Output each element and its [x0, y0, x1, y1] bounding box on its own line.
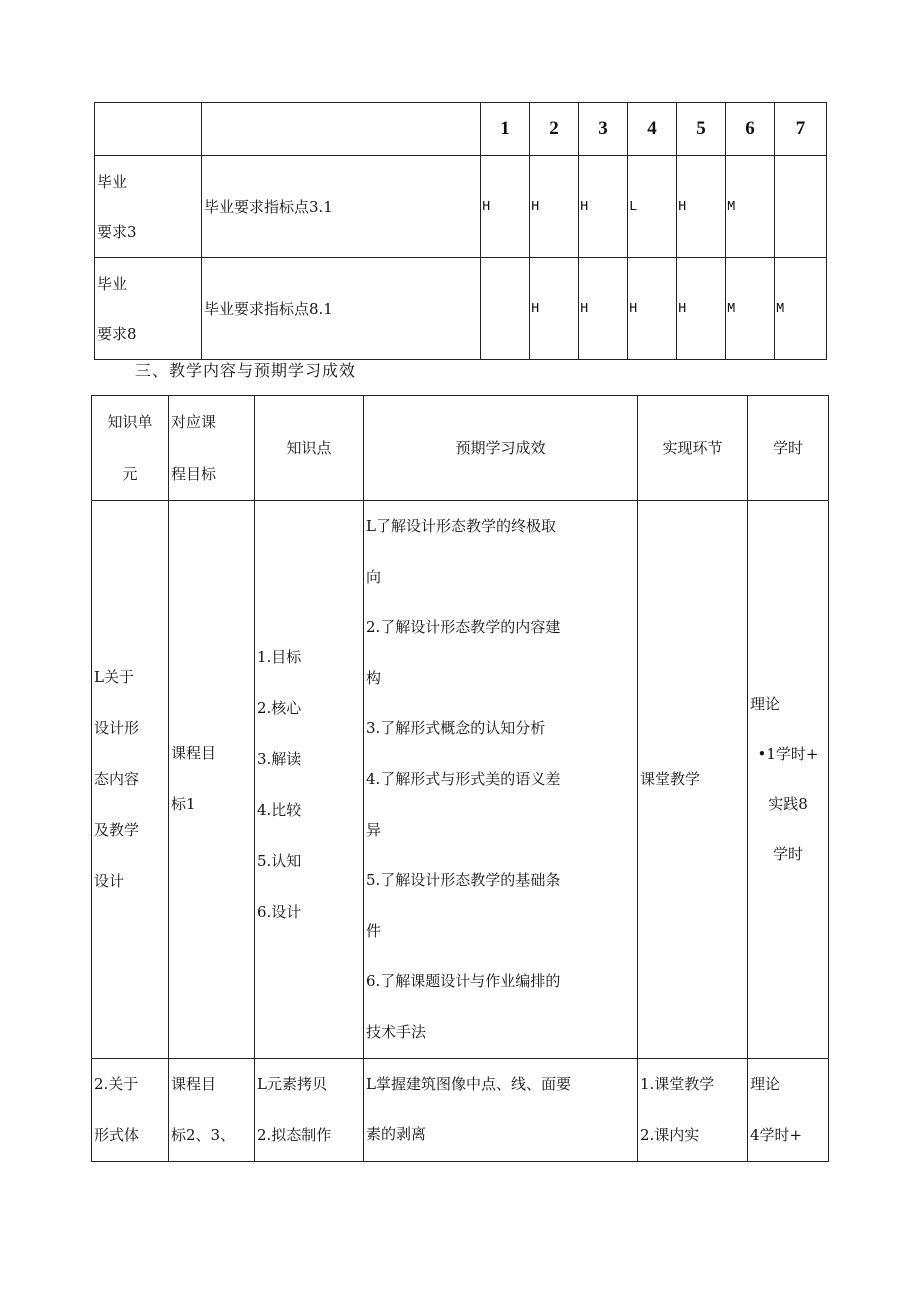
- requirement-cell: [95, 258, 202, 360]
- mark-cell: H: [628, 258, 677, 360]
- header-outcomes: 预期学习成效: [364, 396, 638, 501]
- mark-cell: M: [726, 258, 775, 360]
- outcome-line: 向: [366, 567, 382, 586]
- matrix-col-header: 5: [677, 103, 726, 156]
- objective-text: 标1: [171, 795, 196, 814]
- outcome-line: 异: [366, 820, 382, 839]
- matrix-col-header: 1: [481, 103, 530, 156]
- point-item: 2.拟态制作: [257, 1125, 332, 1144]
- unit-text: 形式体: [94, 1125, 140, 1144]
- mark-cell: H: [530, 258, 579, 360]
- unit-text: 设计形: [94, 718, 140, 737]
- point-item: 4.比较: [257, 801, 302, 820]
- unit-cell: [92, 1058, 169, 1161]
- outcome-line: 件: [366, 921, 382, 940]
- unit-text: 态内容: [94, 769, 140, 788]
- header-objective: [169, 396, 255, 501]
- method-cell: 课堂教学: [638, 501, 748, 1059]
- matrix-col-header: 3: [579, 103, 628, 156]
- outcome-line: L掌握建筑图像中点、线、面要: [366, 1074, 571, 1093]
- method-cell: [638, 1058, 748, 1161]
- header-text: 知识单: [107, 413, 153, 431]
- outcome-line: 技术手法: [366, 1022, 427, 1041]
- hours-text: •1学时+: [757, 745, 819, 764]
- objective-cell: [169, 501, 255, 1059]
- matrix-col-header: 4: [628, 103, 677, 156]
- matrix-col-header: 7: [775, 103, 827, 156]
- hours-text: 理论: [750, 695, 781, 714]
- unit-text: 设计: [94, 871, 125, 890]
- mark-cell: H: [677, 156, 726, 258]
- point-item: L元素拷贝: [257, 1074, 327, 1093]
- point-item: 1.目标: [257, 648, 302, 667]
- mark-cell: H: [530, 156, 579, 258]
- hours-text: 理论: [750, 1074, 781, 1093]
- unit-text: L关于: [94, 667, 134, 686]
- method-text: 1.课堂教学: [640, 1074, 715, 1093]
- header-hours: 学时: [748, 396, 829, 501]
- mark-cell: L: [628, 156, 677, 258]
- header-method: 实现环节: [638, 396, 748, 501]
- outcome-line: 6.了解课题设计与作业编排的: [366, 972, 561, 991]
- matrix-header-blank: [95, 103, 202, 156]
- mark-cell: [775, 156, 827, 258]
- point-item: 3.解读: [257, 750, 302, 769]
- hours-text: 学时: [772, 845, 803, 864]
- requirement-cell: [95, 156, 202, 258]
- point-item: 5.认知: [257, 852, 302, 871]
- matrix-col-header: 2: [530, 103, 579, 156]
- section-title: 三、教学内容与预期学习成效: [135, 361, 357, 380]
- hours-cell: [748, 1058, 829, 1161]
- mark-cell: H: [579, 258, 628, 360]
- hours-cell: [748, 501, 829, 1059]
- objective-text: 课程目: [171, 1074, 217, 1093]
- outcome-line: 5.了解设计形态教学的基础条: [366, 871, 561, 890]
- requirement-label: 要求8: [97, 324, 137, 343]
- point-item: 6.设计: [257, 903, 302, 922]
- requirement-label: 毕业: [97, 172, 128, 191]
- mark-cell: [481, 258, 530, 360]
- matrix-col-header: 6: [726, 103, 775, 156]
- outcomes-cell: [364, 1058, 638, 1161]
- objective-text: 课程目: [171, 744, 217, 763]
- points-cell: [255, 1058, 364, 1161]
- outcome-line: 3.了解形式概念的认知分析: [366, 719, 546, 738]
- outcome-line: 素的剥离: [366, 1125, 427, 1144]
- hours-text: 实践8: [768, 795, 808, 814]
- content-header-row: [92, 396, 829, 501]
- outcomes-cell: [364, 501, 638, 1059]
- header-unit: [92, 396, 169, 501]
- unit-text: 2.关于: [94, 1074, 139, 1093]
- content-row: [92, 501, 829, 1059]
- objective-text: 标2、3、: [171, 1125, 236, 1144]
- objective-cell: [169, 1058, 255, 1161]
- unit-cell: [92, 501, 169, 1059]
- method-text: 2.课内实: [640, 1125, 700, 1144]
- hours-text: 4学时+: [750, 1125, 803, 1144]
- content-row: [92, 1058, 829, 1161]
- points-cell: [255, 501, 364, 1059]
- matrix-row: [95, 156, 827, 258]
- content-table: [91, 395, 829, 1162]
- mark-cell: H: [481, 156, 530, 258]
- requirement-label: 要求3: [97, 222, 137, 241]
- requirement-matrix: [94, 102, 827, 360]
- matrix-header-row: [95, 103, 827, 156]
- header-text: 程目标: [171, 465, 217, 483]
- header-text: 元: [122, 465, 138, 483]
- outcome-line: 构: [366, 668, 382, 687]
- mark-cell: M: [726, 156, 775, 258]
- matrix-header-blank: [202, 103, 481, 156]
- indicator-cell: 毕业要求指标点3.1: [202, 156, 481, 258]
- header-points: 知识点: [255, 396, 364, 501]
- unit-text: 及教学: [94, 820, 140, 839]
- outcome-line: 2.了解设计形态教学的内容建: [366, 618, 561, 637]
- mark-cell: H: [677, 258, 726, 360]
- indicator-cell: 毕业要求指标点8.1: [202, 258, 481, 360]
- mark-cell: H: [579, 156, 628, 258]
- outcome-line: L了解设计形态教学的终极取: [366, 517, 556, 535]
- header-text: 对应课: [171, 413, 217, 431]
- mark-cell: M: [775, 258, 827, 360]
- requirement-label: 毕业: [97, 274, 128, 293]
- matrix-row: [95, 258, 827, 360]
- outcome-line: 4.了解形式与形式美的语义差: [366, 769, 561, 788]
- point-item: 2.核心: [257, 699, 302, 718]
